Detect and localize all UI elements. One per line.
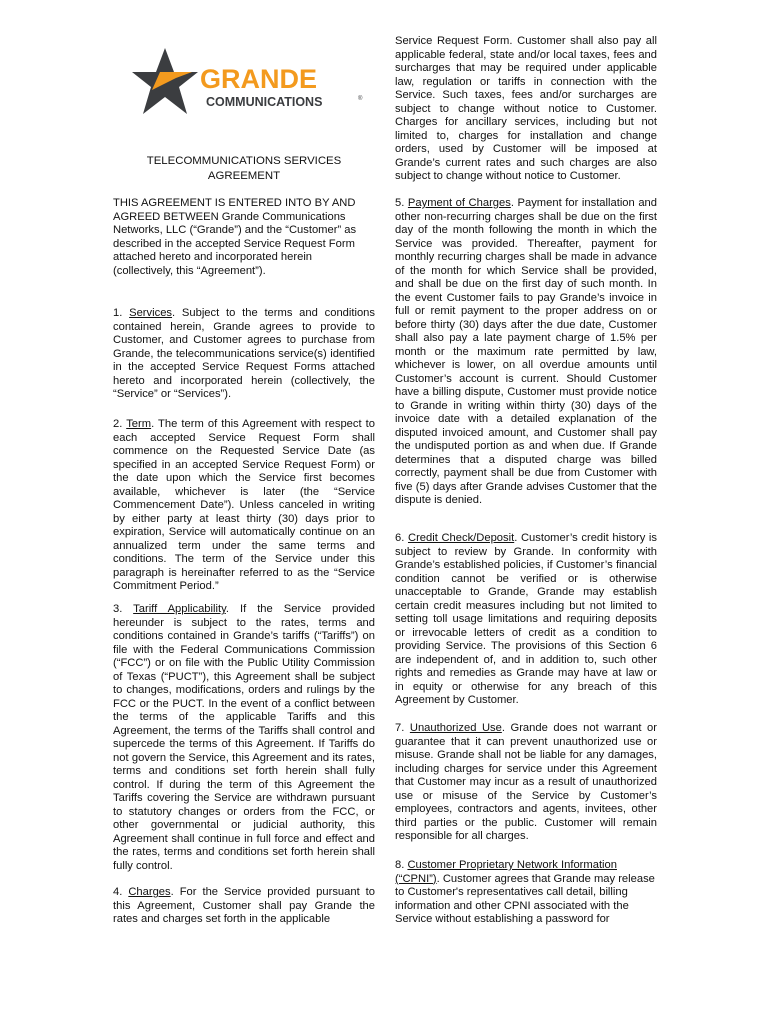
section-4 bbox=[113, 886, 375, 927]
section-5-heading: Payment of Charges bbox=[407, 197, 511, 209]
section-3 bbox=[113, 603, 375, 873]
section-8-number: 8. bbox=[395, 859, 405, 871]
section-5-body: . Payment for installation and other non-recurring charges shall be due on the first day of the month following the month in which the Service was provided. Thereafter, payment for monthly recurring charges shall be made in advance of the month for which Service shall be provided, and shall be due on the first day of such month. In the event Customer fails to pay Grande’s invoice in full or remit payment to the proper address on or before thirty (30) days after the due date, Customer shall also pay a late payment charge of 1.5% per month or the maximum rate permitted by law, whichever is lower, on all overdue amounts until Customer’s account is current. Should Customer have a billing dispute, Customer must provide notice to Grande in writing within thirty (30) days of the invoice date with a detailed explanation of the disputed invoiced amount, and Customer shall pay the undisputed portion as and when due. If Grande determines that a disputed charge was billed correctly, payment shall be due from Customer with five (5) days after Grande advises Customer that the dispute is denied. bbox=[395, 197, 657, 506]
section-2-body: . The term of this Agreement with respect to each accepted Service Request Form shall commence on the Requested Service Date (as specified in an accepted Service Request Form) or the date upon which the Service first becomes available, whichever is later (the “Service Commencement Date”). Unless canceled in writing by either party at least thirty (30) days prior to expiration, Service will automatically continue on an annualized term under the same terms and conditions. The term of the Service under this paragraph is hereinafter referred to as the “Service Commitment Period.” bbox=[113, 418, 375, 592]
logo-registered-mark: ® bbox=[358, 96, 363, 102]
logo-brand-text: GRANDE bbox=[200, 64, 318, 94]
section-1-body: . Subject to the terms and conditions contained herein, Grande agrees to provide to Customer, and Customer agrees to purchase from Grande, the telecommunications service(s) identified in the accepted Service Request Forms attached hereto and incorporated herein (collectively, the “Service” or “Services”). bbox=[113, 307, 376, 400]
section-6-heading: Credit Check/Deposit bbox=[407, 532, 515, 544]
grande-logo bbox=[130, 44, 365, 124]
intro-paragraph: THIS AGREEMENT IS ENTERED INTO BY AND AGREED BETWEEN Grande Communications Networks, LLC (“Grande”) and the “Customer” as described in the accepted Service Request Form attached hereto and incorporated herein (collectively, this “Agreement”). bbox=[113, 197, 357, 277]
section-5 bbox=[395, 197, 657, 508]
section-3-heading: Tariff Applicability bbox=[133, 603, 226, 615]
section-7-body: . Grande does not warrant or guarantee that it can prevent unauthorized use or misuse. Grande shall not be liable for any damages, including charges for service under this Agreement that Customer may incur as a result of unauthorized use or misuse of the Service by Customer’s employees, contractors and agents, invitees, other third parties or the public. Customer will remain responsible for all charges. bbox=[395, 722, 657, 842]
section-2 bbox=[113, 418, 375, 594]
section-1-number: 1. bbox=[113, 307, 123, 319]
section-8-heading: Customer Proprietary Network Information (“CPNI”) bbox=[395, 859, 617, 885]
section-6-body: . Customer’s credit history is subject to review by Grande. In conformity with Grande’s established policies, if Customer’s financial condition cannot be verified or is otherwise unacceptable to Grande, Grande may establish certain credit measures including but not limited to setting toll usage limitations and requiring deposits or irrevocable letters of credit as a condition to providing Service. The provisions of this Section 6 are independent of, and in addition to, such other rights and remedies as Grande may have at law or in equity or otherwise for any breach of this Agreement by Customer. bbox=[395, 532, 658, 706]
section-2-number: 2. bbox=[113, 418, 123, 430]
section-3-number: 3. bbox=[113, 603, 123, 615]
logo-sub-text: COMMUNICATIONS bbox=[206, 95, 323, 109]
section-5-number: 5. bbox=[395, 197, 405, 209]
section-6-number: 6. bbox=[395, 532, 405, 544]
title-line-1: TELECOMMUNICATIONS SERVICES bbox=[146, 155, 342, 167]
section-8-body: . Customer agrees that Grande may release to Customer's representatives call detail, billing information and other CPNI associated with the Service without establishing a password for bbox=[395, 872, 655, 925]
section-1 bbox=[113, 307, 375, 402]
document-title bbox=[113, 154, 375, 183]
section-6 bbox=[395, 532, 657, 708]
star-logo-icon bbox=[130, 44, 365, 124]
section-3-body: . If the Service provided hereunder is subject to the rates, terms and conditions contained in Grande’s tariffs (“Tariffs”) on file with the Federal Communications Commission (“FCC”) or on file with the Public Utility Commission of Texas (“PUCT”), this Agreement shall be subject to changes, modifications, orders and rulings by the FCC or the PUCT. In the event of a conflict between the terms of the applicable Tariffs and this Agreement, the terms of the Tariffs shall control and supercede the terms of this Agreement. If Tariffs do not govern the Service, this Agreement and its rates, terms and conditions set forth herein shall fully control. If during the term of this Agreement the Tariffs covering the Service are withdrawn pursuant to statutory changes or orders from the FCC, or other governmental or judicial authority, this Agreement shall continue in full force and effect and the rates, terms and conditions set forth herein shall fully control. bbox=[113, 603, 375, 872]
section-4-body: . For the Service provided pursuant to this Agreement, Customer shall pay Grande the rates and charges set forth in the applicable bbox=[113, 886, 375, 925]
section-8 bbox=[395, 859, 657, 927]
title-line-2: AGREEMENT bbox=[207, 169, 281, 182]
section-4-continued: Service Request Form. Customer shall also pay all applicable federal, state and/or local taxes, fees and surcharges that may be required under applicable law, regulation or tariffs in connection with the Service. Such taxes, fees and/or surcharges are subject to change without notice to Customer. Charges for ancillary services, including but not limited to, charges for installation and change orders, used by Customer will be imposed at Grande’s current rates and such charges are also subject to change without notice to Customer. bbox=[395, 35, 657, 182]
section-4-number: 4. bbox=[113, 886, 123, 898]
section-7-heading: Unauthorized Use bbox=[409, 722, 502, 734]
section-7-number: 7. bbox=[395, 722, 405, 734]
section-4-heading: Charges bbox=[128, 886, 171, 898]
section-1-heading: Services bbox=[129, 307, 173, 319]
section-2-heading: Term bbox=[126, 418, 152, 430]
section-7 bbox=[395, 722, 657, 844]
